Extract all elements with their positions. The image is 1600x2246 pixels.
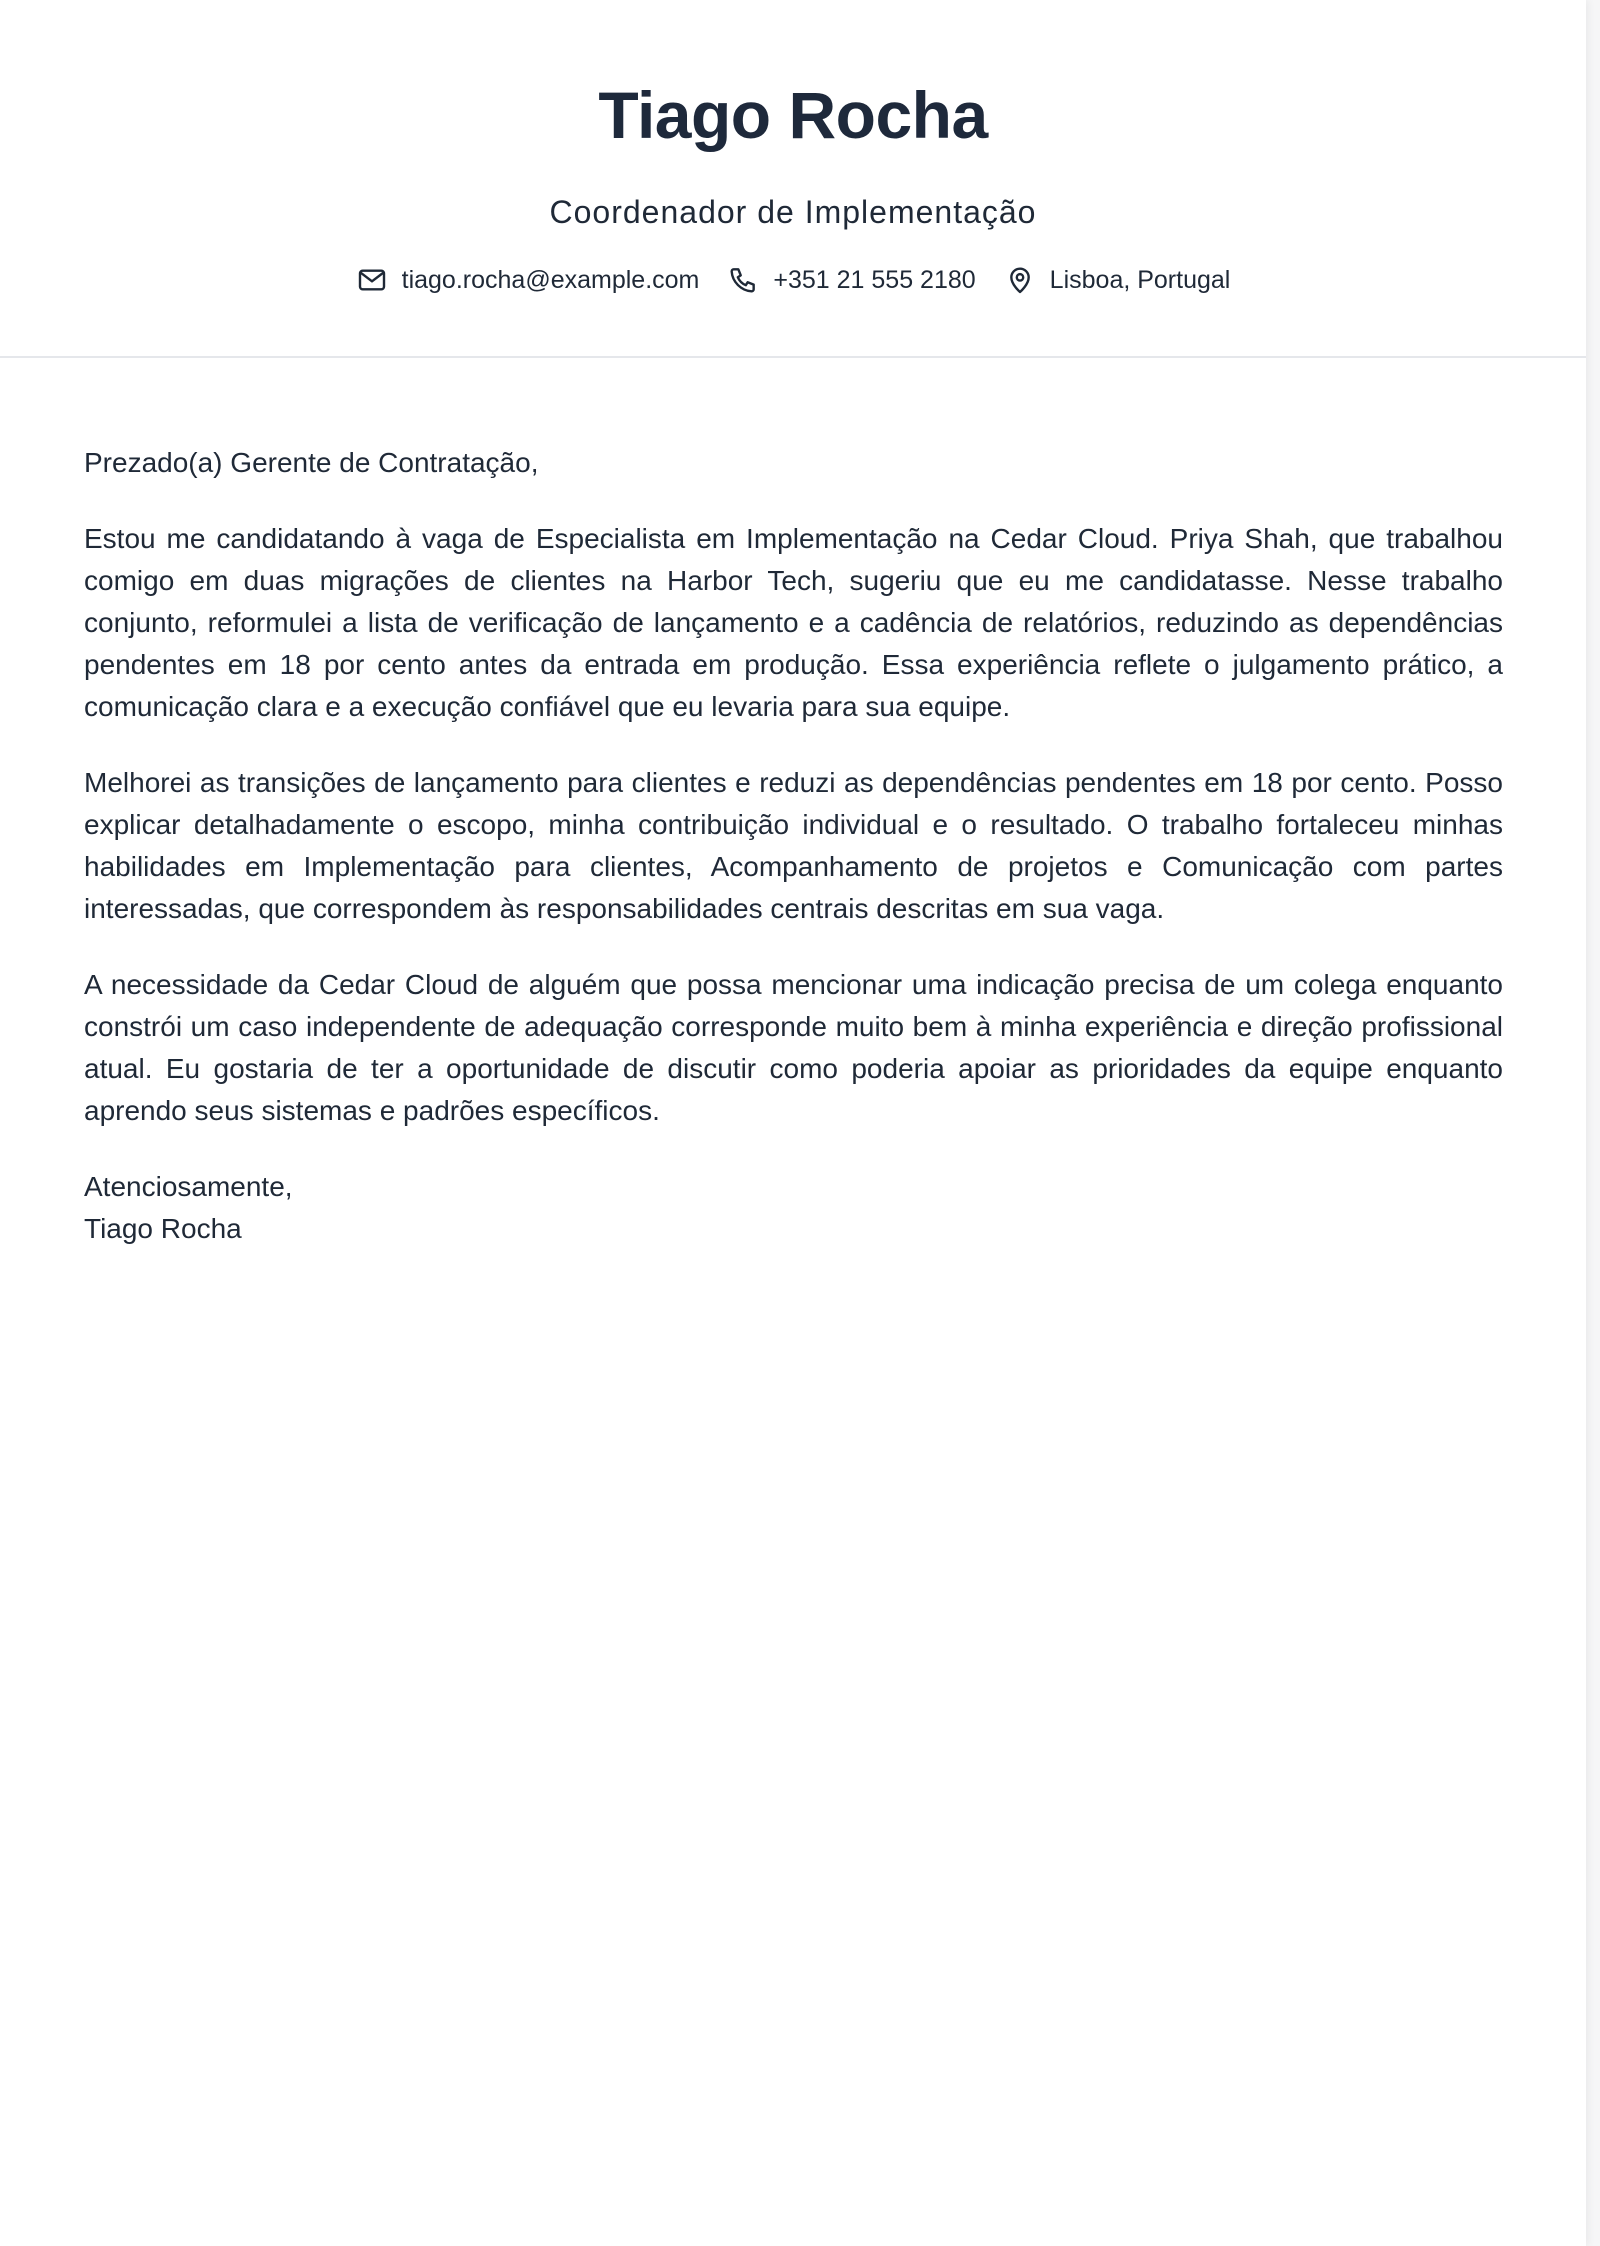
paragraph-1: Estou me candidatando à vaga de Especialista em Implementação na Cedar Cloud. Priya Shah, que trabalhou comigo em duas migrações de clientes na Harbor Tech, sugeriu que eu me candidatasse. Nesse trabalho conjunto, reformulei a lista de verificação de lançamento e a cadência de relatórios, reduzindo as dependências pendentes em 18 por cento antes da entrada em produção. Essa experiência reflete o julgamento prático, a comunicação clara e a execução confiável que eu levaria para sua equipe.	[84, 523, 1503, 722]
closing-block	[84, 1166, 1503, 1250]
location-text: Lisboa, Portugal	[1049, 265, 1231, 294]
mail-icon	[356, 264, 388, 296]
greeting: Prezado(a) Gerente de Contratação,	[84, 447, 539, 478]
letter-header	[0, 0, 1586, 358]
closing-phrase: Atenciosamente,	[84, 1171, 293, 1202]
signature-name: Tiago Rocha	[84, 1213, 242, 1244]
applicant-role: Coordenador de Implementação	[549, 194, 1037, 230]
paragraph-3: A necessidade da Cedar Cloud de alguém que possa mencionar uma indicação precisa de um colega enquanto constrói um caso independente de adequação corresponde muito bem à minha experiência e direção profissional atual. Eu gostaria de ter a oportunidade de discutir como poderia apoiar as prioridades da equipe enquanto aprendo seus sistemas e padrões específicos.	[84, 969, 1503, 1126]
letter-body	[84, 442, 1503, 1250]
contact-bar	[0, 260, 1586, 300]
phone-icon	[727, 264, 759, 296]
contact-email[interactable]	[356, 264, 700, 296]
email-text: tiago.rocha@example.com	[401, 265, 700, 294]
applicant-name: Tiago Rocha	[598, 78, 988, 152]
paragraph-2: Melhorei as transições de lançamento para clientes e reduzi as dependências pendentes em 18 por cento. Posso explicar detalhadamente o escopo, minha contribuição individual e o resultado. O trabalho fortaleceu minhas habilidades em Implementação para clientes, Acompanhamento de projetos e Comunicação com partes interessadas, que correspondem às responsabilidades centrais descritas em sua vaga.	[84, 767, 1503, 924]
contact-phone[interactable]	[727, 264, 975, 296]
phone-text: +351 21 555 2180	[773, 265, 976, 294]
map-pin-icon	[1004, 264, 1036, 296]
contact-location	[1004, 264, 1231, 296]
